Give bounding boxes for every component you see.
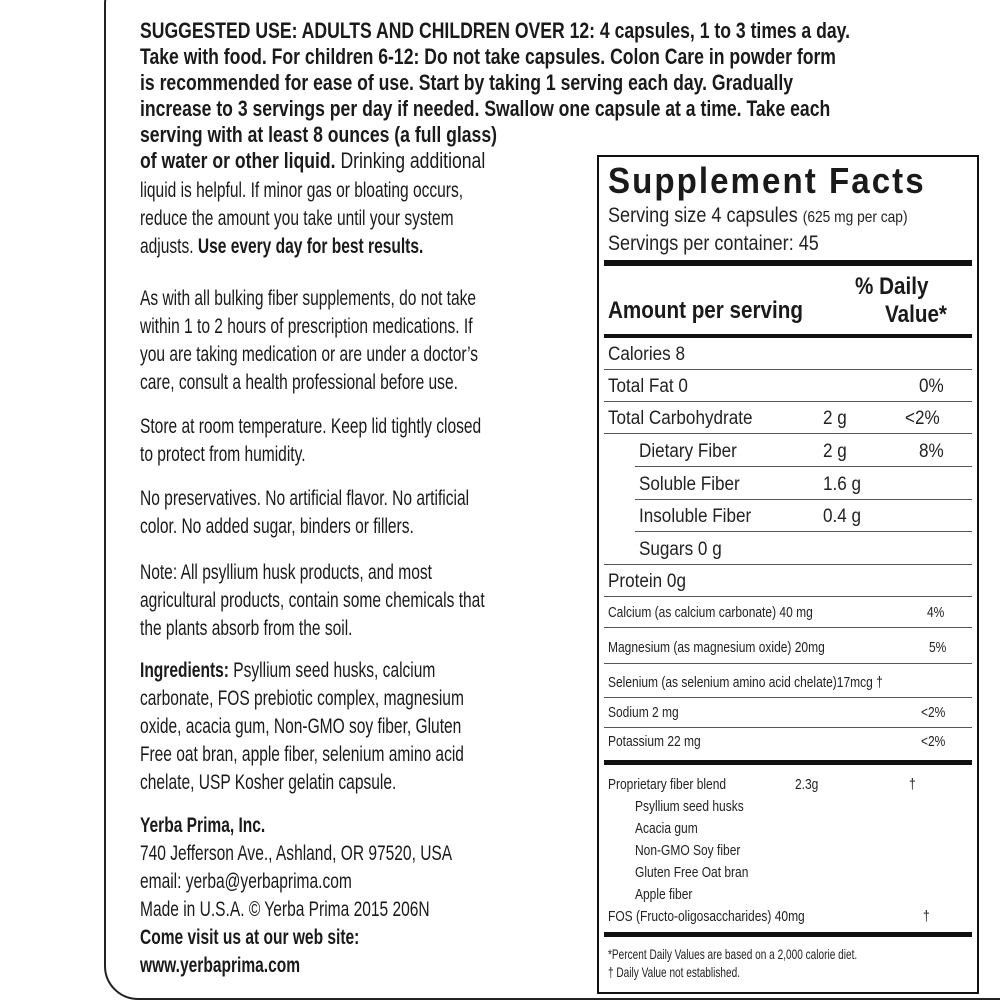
row-dietary-fiber-dv: 8%: [919, 441, 944, 462]
row-total-carb-amount: 2 g: [823, 408, 847, 429]
company-website: www.yerbaprima.com: [140, 954, 301, 977]
row-divider: [635, 531, 972, 532]
usage-line: SUGGESTED USE: ADULTS AND CHILDREN OVER 12: 4 capsules, 1 to 3 times a day.: [140, 18, 851, 43]
psyllium-line: agricultural products, contain some chemicals that: [140, 589, 485, 612]
usage-line: Take with food. For children 6-12: Do not take capsules. Colon Care in powder form: [140, 44, 836, 69]
fos-row: FOS (Fructo-oligosaccharides) 40mg: [608, 908, 805, 925]
row-soluble-fiber-amount: 1.6 g: [823, 474, 862, 495]
row-divider: [604, 627, 972, 628]
row-sodium-dv: <2%: [921, 704, 946, 721]
row-magnesium: Magnesium (as magnesium oxide) 20mg: [608, 639, 825, 656]
row-divider: [604, 401, 972, 402]
row-soluble-fiber: Soluble Fiber: [639, 474, 740, 495]
servings-per-container: Servings per container: 45: [608, 232, 819, 255]
row-calcium-dv: 4%: [927, 604, 945, 621]
row-dietary-fiber-amount: 2 g: [823, 441, 847, 462]
blend-dagger: †: [909, 776, 916, 793]
row-divider: [635, 466, 972, 467]
row-insoluble-fiber: Insoluble Fiber: [639, 506, 752, 527]
supplement-facts-panel: [597, 155, 979, 994]
blend-item: Gluten Free Oat bran: [635, 864, 749, 881]
row-sodium: Sodium 2 mg: [608, 704, 679, 721]
no-additives-line: color. No added sugar, binders or fillers.: [140, 515, 414, 538]
row-divider: [604, 697, 972, 698]
row-total-carb-dv: <2%: [905, 408, 940, 429]
ingredients-line: carbonate, FOS prebiotic complex, magnesium: [140, 687, 464, 710]
facts-title: Supplement Facts: [608, 160, 926, 201]
row-calories: Calories 8: [608, 344, 685, 365]
medication-line: within 1 to 2 hours of prescription medications. If: [140, 315, 473, 338]
row-divider: [635, 499, 972, 500]
ingredients-line: oxide, acacia gum, Non-GMO soy fiber, Gluten: [140, 715, 462, 738]
row-divider: [604, 727, 972, 728]
row-potassium: Potassium 22 mg: [608, 733, 701, 750]
row-divider: [604, 564, 972, 565]
company-visit: Come visit us at our web site:: [140, 926, 360, 949]
blend-item: Psyllium seed husks: [635, 798, 744, 815]
medication-line: you are taking medication or are under a doctor’s: [140, 343, 479, 366]
psyllium-line: the plants absorb from the soil.: [140, 617, 353, 640]
amount-per-serving-header: Amount per serving: [608, 297, 803, 324]
thick-divider: [604, 760, 972, 765]
row-calcium: Calcium (as calcium carbonate) 40 mg: [608, 604, 813, 621]
thick-divider: [604, 932, 972, 937]
ingredients-line: Free oat bran, apple fiber, selenium amino acid: [140, 743, 464, 766]
footnote-daily-value: *Percent Daily Values are based on a 2,000 calorie diet.: [608, 946, 858, 962]
usage-line: adjusts. Use every day for best results.: [140, 235, 424, 258]
no-additives-line: No preservatives. No artificial flavor. No artificial: [140, 487, 470, 510]
row-potassium-dv: <2%: [921, 733, 946, 750]
blend-item: Acacia gum: [635, 820, 698, 837]
medication-line: care, consult a health professional before use.: [140, 371, 458, 394]
thick-divider: [604, 260, 972, 266]
usage-line: liquid is helpful. If minor gas or bloating occurs,: [140, 179, 464, 202]
ingredients-label: Ingredients:: [140, 659, 229, 682]
row-sugars: Sugars 0 g: [639, 539, 722, 560]
row-dietary-fiber: Dietary Fiber: [639, 441, 737, 462]
row-magnesium-dv: 5%: [929, 639, 947, 656]
blend-item: Non-GMO Soy fiber: [635, 842, 741, 859]
row-divider: [604, 433, 972, 434]
serving-size: Serving size 4 capsules (625 mg per cap): [608, 204, 908, 227]
blend-label: Proprietary fiber blend: [608, 776, 727, 793]
row-divider: [604, 369, 972, 370]
fos-dagger: †: [923, 908, 930, 925]
usage-line: reduce the amount you take until your system: [140, 207, 454, 230]
usage-line: of water or other liquid. Drinking additional: [140, 148, 486, 173]
ingredients-line: Ingredients: Psyllium seed husks, calcium: [140, 659, 436, 682]
row-total-carb: Total Carbohydrate: [608, 408, 753, 429]
row-total-fat-dv: 0%: [919, 376, 944, 397]
company-made-in: Made in U.S.A. © Yerba Prima 2015 206N: [140, 898, 430, 921]
medication-line: As with all bulking fiber supplements, do not take: [140, 287, 477, 310]
thick-divider: [604, 334, 972, 338]
usage-line: serving with at least 8 ounces (a full glass): [140, 122, 497, 147]
row-divider: [604, 663, 972, 664]
blend-amount: 2.3g: [795, 776, 819, 793]
daily-value-header-2: Value*: [885, 301, 947, 328]
company-address: 740 Jefferson Ave., Ashland, OR 97520, USA: [140, 842, 453, 865]
psyllium-line: Note: All psyllium husk products, and most: [140, 561, 432, 584]
row-protein: Protein 0g: [608, 571, 686, 592]
footnote-dagger: † Daily Value not established.: [608, 964, 741, 980]
company-email: email: yerba@yerbaprima.com: [140, 870, 352, 893]
company-name: Yerba Prima, Inc.: [140, 814, 266, 837]
row-insoluble-fiber-amount: 0.4 g: [823, 506, 862, 527]
storage-line: Store at room temperature. Keep lid tightly closed: [140, 415, 482, 438]
usage-line: is recommended for ease of use. Start by taking 1 serving each day. Gradually: [140, 70, 794, 95]
row-selenium: Selenium (as selenium amino acid chelate)17mcg †: [608, 674, 883, 691]
row-total-fat: Total Fat 0: [608, 376, 688, 397]
usage-line: increase to 3 servings per day if needed. Swallow one capsule at a time. Take each: [140, 96, 831, 121]
row-divider: [604, 596, 972, 597]
daily-value-header-1: % Daily: [855, 273, 929, 300]
blend-item: Apple fiber: [635, 886, 693, 903]
storage-line: to protect from humidity.: [140, 443, 306, 466]
ingredients-line: chelate, USP Kosher gelatin capsule.: [140, 771, 397, 794]
